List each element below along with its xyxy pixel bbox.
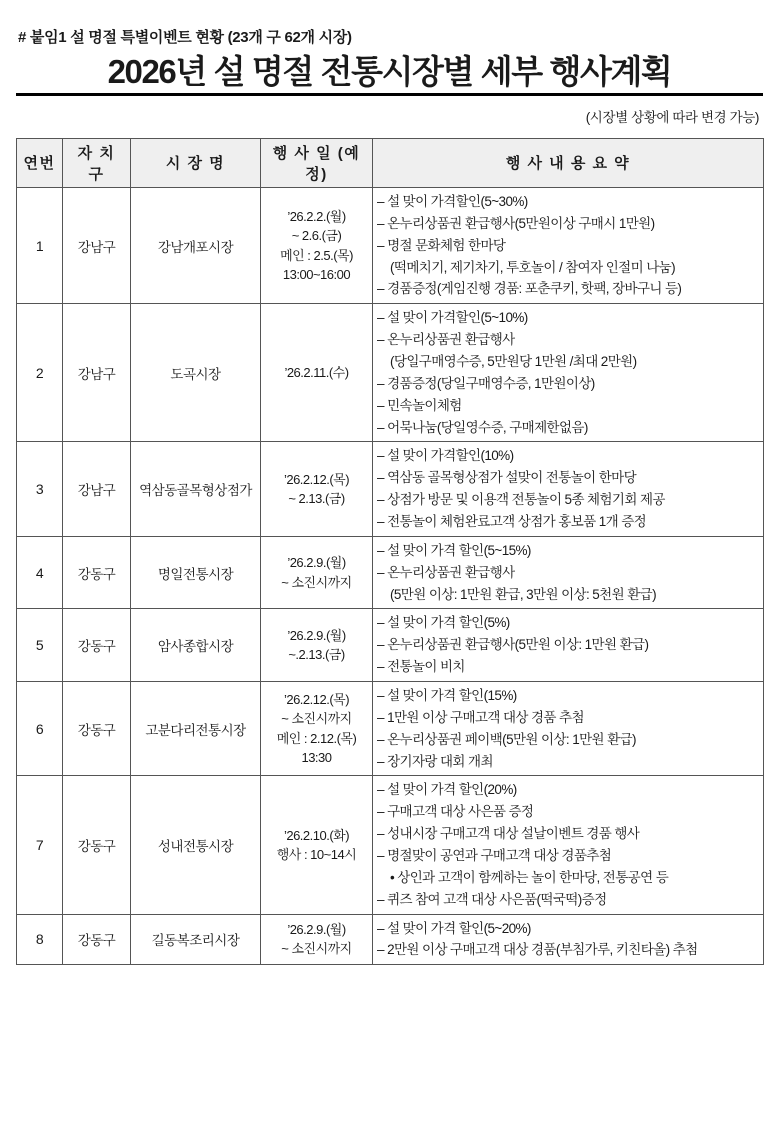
cell-description [373,442,764,536]
description-list [377,779,759,910]
description-item: – 설 맞이 가격 할인(15%) [377,685,759,707]
description-list [377,445,759,532]
date-line: ’26.2.2.(월) [287,208,346,224]
table-row [17,187,764,303]
description-item: – 퀴즈 참여 고객 대상 사은품(떡국떡)증정 [377,889,759,911]
cell-date [261,536,373,609]
cell-date [261,442,373,536]
cell-no: 1 [17,187,63,303]
cell-date [261,776,373,914]
description-list [377,685,759,772]
description-item: – 2만원 이상 구매고객 대상 경품(부침가루, 키친타올) 추첨 [377,939,759,961]
description-item: – 온누리상품권 환급행사 [377,562,759,584]
cell-no: 8 [17,914,63,965]
col-header-market: 시 장 명 [131,138,261,187]
table-row [17,304,764,442]
cell-date [261,914,373,965]
description-list [377,918,759,962]
cell-no: 2 [17,304,63,442]
description-item: – 경품증정(게임진행 경품: 포춘쿠키, 핫팩, 장바구니 등) [377,278,759,300]
description-list [377,191,759,300]
description-item: – 온누리상품권 환급행사(5만원 이상: 1만원 환급) [377,634,759,656]
col-header-description: 행 사 내 용 요 약 [373,138,764,187]
description-list [377,612,759,678]
date-line: ~ 2.13.(금) [288,491,345,507]
cell-market: 역삼동골목형상점가 [131,442,261,536]
cell-description [373,681,764,775]
page-title: 2026년 설 명절 전통시장별 세부 행사계획 [107,53,672,90]
table-row [17,776,764,914]
description-item: – 온누리상품권 페이백(5만원 이상: 1만원 환급) [377,729,759,751]
description-item: – 전통놀이 체험완료고객 상점가 홍보품 1개 증정 [377,511,759,533]
date-line: ’26.2.9.(월) [287,921,346,937]
cell-district: 강동구 [63,776,131,914]
description-item: – 경품증정(당일구매영수증, 1만원이상) [377,373,759,395]
date-line: ’26.2.11.(수) [284,365,349,381]
cell-description [373,304,764,442]
description-item: – 성내시장 구매고객 대상 설날이벤트 경품 행사 [377,823,759,845]
date-line: 13:00~16:00 [282,267,351,283]
description-item: (떡메치기, 제기차기, 투호놀이 / 참여자 인절미 나눔) [390,259,675,275]
cell-district: 강동구 [63,536,131,609]
cell-market: 암사종합시장 [131,609,261,682]
cell-description [373,609,764,682]
cell-market: 길동복조리시장 [131,914,261,965]
description-item: – 설 맞이 가격 할인(5~15%) [377,540,759,562]
description-item: – 1만원 이상 구매고객 대상 경품 추첨 [377,707,759,729]
description-item: – 장기자랑 대회 개최 [377,751,759,773]
col-header-district: 자 치 구 [63,138,131,187]
cell-no: 4 [17,536,63,609]
cell-market: 성내전통시장 [131,776,261,914]
date-line: ~ 소진시까지 [281,574,352,590]
description-item: – 상점가 방문 및 이용객 전통놀이 5종 체험기회 제공 [377,489,759,511]
cell-date [261,187,373,303]
description-item: – 명절맞이 공연과 구매고객 대상 경품추첨 [377,845,759,867]
title-block [16,53,763,96]
description-item: – 전통놀이 비치 [377,656,759,678]
cell-district: 강남구 [63,442,131,536]
col-header-date: 행 사 일 (예정) [261,138,373,187]
event-plan-table [16,138,764,965]
description-list [377,307,759,438]
date-line: ’26.2.9.(월) [287,555,346,571]
table-row [17,914,764,965]
date-line: ~ 2.6.(금) [291,228,342,244]
description-item: – 설 맞이 가격할인(5~10%) [377,307,759,329]
cell-date [261,681,373,775]
date-line: 13:30 [301,750,332,766]
description-item: – 설 맞이 가격 할인(5~20%) [377,918,759,940]
description-list [377,540,759,606]
description-item: (5만원 이상: 1만원 환급, 3만원 이상: 5천원 환급) [390,586,656,602]
cell-district: 강남구 [63,187,131,303]
cell-no: 7 [17,776,63,914]
description-item: – 온누리상품권 환급행사 [377,329,759,351]
date-line: ’26.2.10.(화) [283,827,350,843]
description-item: – 구매고객 대상 사은품 증정 [377,801,759,823]
cell-description [373,914,764,965]
table-header-row [17,138,764,187]
date-line: ’26.2.12.(목) [283,691,350,707]
date-line: 행사 : 10~14시 [276,847,357,862]
description-item: – 역삼동 골목형상점가 설맞이 전통놀이 한마당 [377,467,759,489]
date-line: ’26.2.12.(목) [283,471,350,487]
date-line: ’26.2.9.(월) [287,627,346,643]
table-row [17,536,764,609]
table-body [17,187,764,964]
date-line: 메인 : 2.5.(목) [280,247,353,263]
description-item: – 설 맞이 가격할인(5~30%) [377,191,759,213]
cell-description [373,776,764,914]
cell-no: 3 [17,442,63,536]
description-item: – 민속놀이체험 [377,395,759,417]
cell-market: 도곡시장 [131,304,261,442]
cell-market: 고분다리전통시장 [131,681,261,775]
date-line: 메인 : 2.12.(목) [276,730,357,746]
description-item: – 온누리상품권 환급행사(5만원이상 구매시 1만원) [377,213,759,235]
description-item: – 설 맞이 가격 할인(20%) [377,779,759,801]
attachment-label: # 붙임1 설 명절 특별이벤트 현황 (23개 구 62개 시장) [18,29,352,46]
cell-district: 강동구 [63,609,131,682]
cell-date [261,609,373,682]
description-item: – 설 맞이 가격 할인(5%) [377,612,759,634]
date-line: ~ 소진시까지 [281,941,352,957]
col-header-no: 연번 [17,138,63,187]
cell-district: 강남구 [63,304,131,442]
description-item: • 상인과 고객이 함께하는 놀이 한마당, 전통공연 등 [377,867,759,889]
description-item: – 명절 문화체험 한마당 [377,235,759,257]
table-row [17,442,764,536]
description-item: (당일구매영수증, 5만원당 1만원 /최대 2만원) [390,353,637,369]
cell-district: 강동구 [63,681,131,775]
cell-market: 명일전통시장 [131,536,261,609]
cell-date [261,304,373,442]
date-line: ~ 소진시까지 [281,711,352,727]
description-item: – 어묵나눔(당일영수증, 구매제한없음) [377,417,759,439]
cell-district: 강동구 [63,914,131,965]
cell-no: 5 [17,609,63,682]
table-row [17,609,764,682]
cell-description [373,536,764,609]
cell-market: 강남개포시장 [131,187,261,303]
description-item: – 설 맞이 가격할인(10%) [377,445,759,467]
date-line: ~.2.13.(금) [288,647,345,663]
cell-description [373,187,764,303]
table-row [17,681,764,775]
cell-no: 6 [17,681,63,775]
subtitle-note: (시장별 상황에 따라 변경 가능) [585,109,759,125]
